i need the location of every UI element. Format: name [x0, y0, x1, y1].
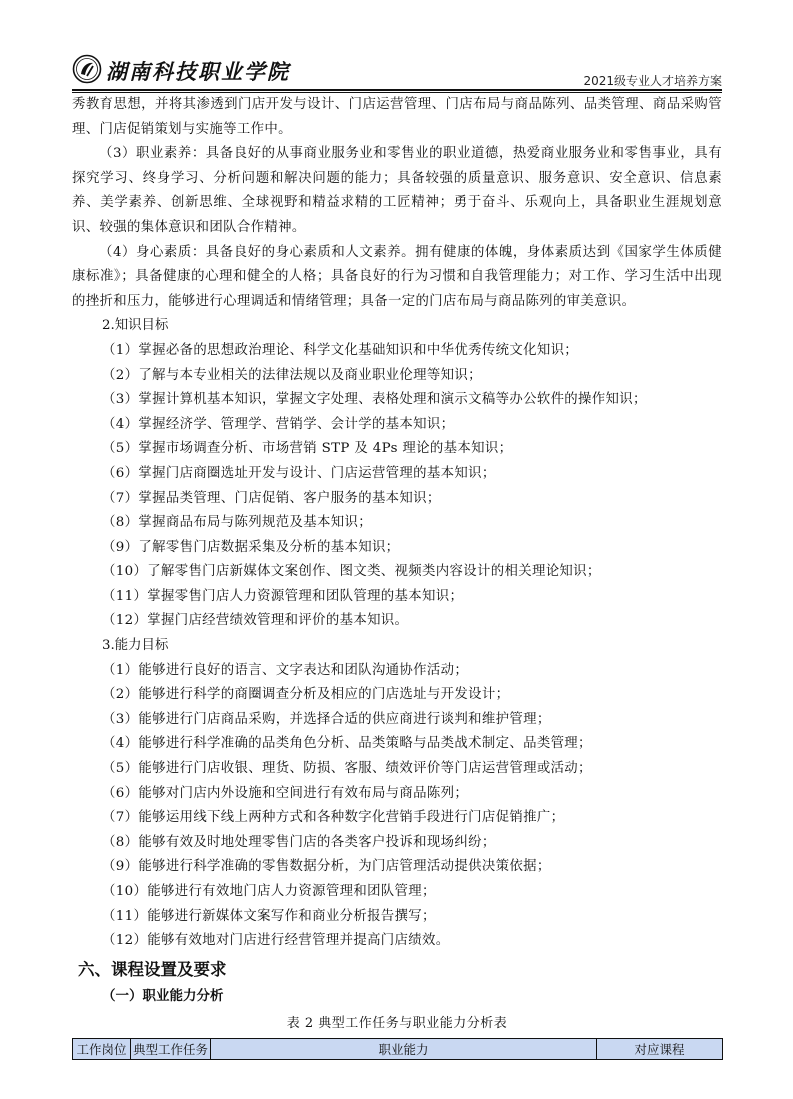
paragraph-physical-mental-quality: （4）身心素质：具备良好的身心素质和人文素养。拥有健康的体魄，身体素质达到《国家学生体质健康标准》；具备健康的心理和健全的人格；具备良好的行为习惯和自我管理能力；对工作、学习生活中出现的挫折和压力，能够进行心理调适和情绪管理；具备一定的门店布局与商品陈列的审美意识。 — [72, 244, 722, 309]
list-item: （1）掌握必备的思想政治理论、科学文化基础知识和中华优秀传统文化知识； — [102, 342, 579, 358]
document-title: 2021级专业人才培养方案 — [583, 74, 722, 88]
list-item: （5）掌握市场调查分析、市场营销 STP 及 4Ps 理论的基本知识； — [102, 441, 513, 457]
list-item: （8）能够有效及时地处理零售门店的各类客户投诉和现场纠纷； — [102, 834, 496, 850]
list-item: （2）了解与本专业相关的法律法规以及商业职业伦理等知识； — [102, 367, 482, 383]
header-rule — [72, 89, 722, 91]
list-item: （4）掌握经济学、管理学、营销学、会计学的基本知识； — [102, 416, 455, 432]
list-item: （6）能够对门店内外设施和空间进行有效布局与商品陈列； — [102, 785, 469, 801]
list-item: （4）能够进行科学准确的品类角色分析、品类策略与品类战术制定、品类管理； — [102, 736, 592, 752]
list-item: （12）掌握门店经营绩效管理和评价的基本知识。 — [102, 613, 409, 629]
column-header-work-task: 典型工作任务 — [131, 1038, 211, 1059]
column-header-ability: 职业能力 — [211, 1038, 597, 1059]
table-header-row — [73, 1038, 723, 1059]
column-header-course: 对应课程 — [597, 1038, 723, 1059]
list-item: （12）能够有效地对门店进行经营管理并提高门店绩效。 — [102, 933, 450, 949]
paragraph-professional-quality: （3）职业素养：具备良好的从事商业服务业和零售业的职业道德，热爱商业服务业和零售事业，具有探究学习、终身学习、分析问题和解决问题的能力；具备较强的质量意识、服务意识、安全意识、信息素养、美学素养、创新思维、全球视野和精益求精的工匠精神；勇于奋斗、乐观向上，具备职业生涯规划意识、较强的集体意识和团队合作精神。 — [72, 146, 722, 235]
ability-analysis-table — [72, 1038, 723, 1060]
list-item: （10）了解零售门店新媒体文案创作、图文类、视频类内容设计的相关理论知识； — [102, 564, 601, 580]
list-item: （7）掌握品类管理、门店促销、客户服务的基本知识； — [102, 490, 441, 506]
list-item: （3）掌握计算机基本知识，掌握文字处理、表格处理和演示文稿等办公软件的操作知识； — [102, 392, 647, 408]
page-body — [72, 93, 722, 1060]
list-item: （2）能够进行科学的商圈调查分析及相应的门店选址与开发设计； — [102, 687, 510, 703]
ability-goals-heading: 3.能力目标 — [102, 638, 169, 654]
list-item: （1）能够进行良好的语言、文字表达和团队沟通协作活动； — [102, 662, 469, 678]
list-item: （9）能够进行科学准确的零售数据分析，为门店管理活动提供决策依据； — [102, 859, 551, 875]
list-item: （10）能够进行有效地门店人力资源管理和团队管理； — [102, 884, 436, 899]
list-item: （3）能够进行门店商品采购，并选择合适的供应商进行谈判和维护管理； — [102, 711, 551, 727]
list-item: （5）能够进行门店收银、理货、防损、客服、绩效评价等门店运营管理或活动； — [102, 761, 592, 777]
list-item: （11）能够进行新媒体文案写作和商业分析报告撰写； — [102, 908, 436, 924]
list-item: （11）掌握零售门店人力资源管理和团队管理的基本知识； — [102, 588, 464, 604]
list-item: （8）掌握商品布局与陈列规范及基本知识； — [102, 515, 372, 531]
knowledge-goals-heading: 2.知识目标 — [102, 318, 169, 334]
column-header-position: 工作岗位 — [73, 1038, 131, 1059]
page-header — [72, 52, 722, 92]
school-name: 湖南科技职业学院 — [106, 59, 290, 84]
list-item: （7）能够运用线下线上两种方式和各种数字化营销手段进行门店促销推广； — [102, 810, 565, 826]
table-caption: 表 2 典型工作任务与职业能力分析表 — [286, 1015, 508, 1031]
list-item: （6）掌握门店商圈选址开发与设计、门店运营管理的基本知识； — [102, 465, 496, 481]
school-logo-icon — [72, 54, 102, 84]
section-heading-curriculum: 六、课程设置及要求 — [78, 959, 227, 979]
paragraph-continued: 秀教育思想，并将其渗透到门店开发与设计、门店运营管理、门店布局与商品陈列、品类管理、商品采购管理、门店促销策划与实施等工作中。 — [72, 97, 722, 137]
subsection-heading-ability-analysis: （一）职业能力分析 — [102, 987, 224, 1004]
list-item: （9）了解零售门店数据采集及分析的基本知识； — [102, 539, 400, 555]
